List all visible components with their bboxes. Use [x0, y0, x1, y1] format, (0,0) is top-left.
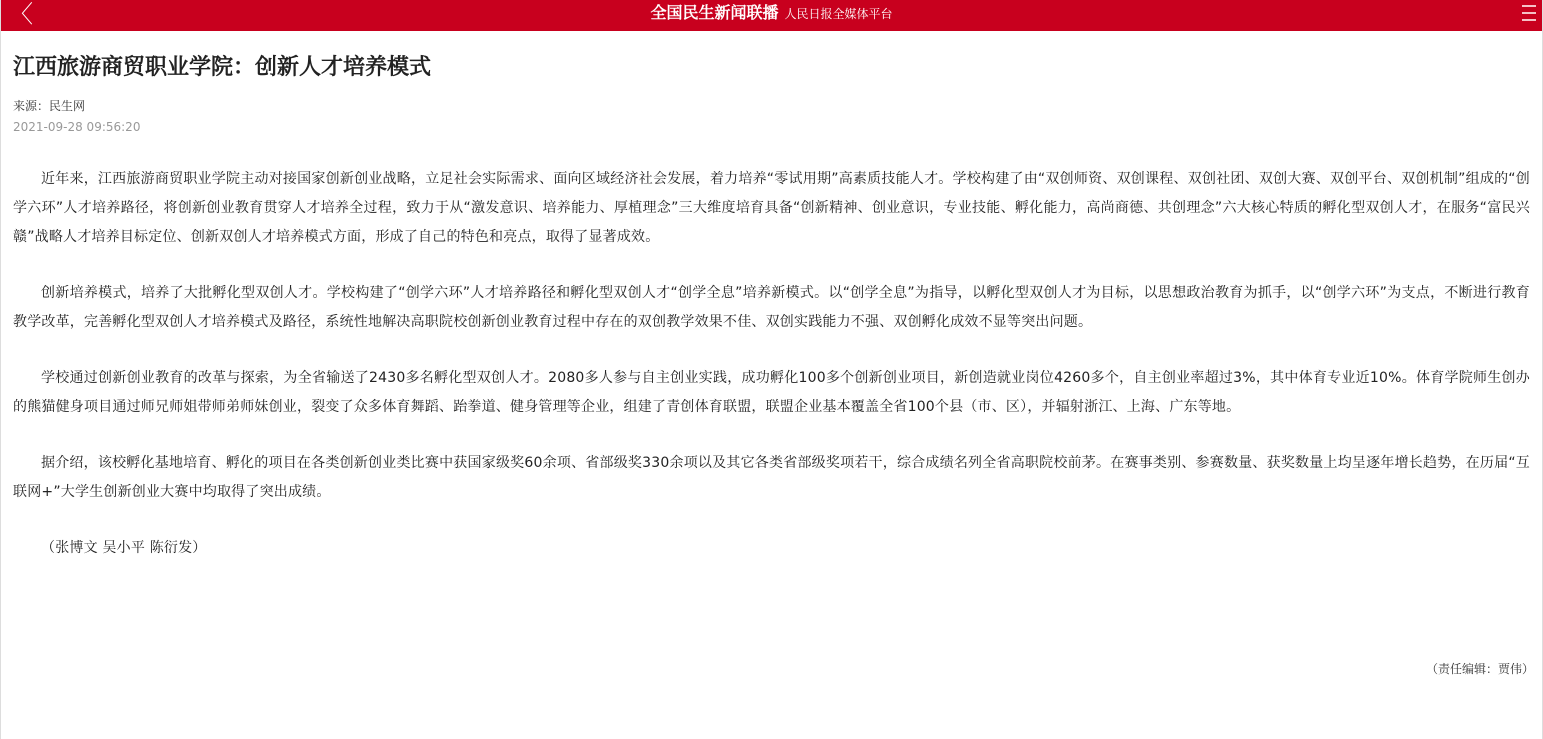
brand-subtitle: 人民日报全媒体平台 — [784, 7, 893, 21]
top-bar — [1, 0, 1542, 31]
paragraph: 近年来，江西旅游商贸职业学院主动对接国家创新创业战略，立足社会实际需求、面向区域经济社会发展，着力培养“零试用期”高素质技能人才。学校构建了由“双创师资、双创课程、双创社团、双创大赛、双创平台、双创机制”组成的“创学六环”人才培养路径，将创新创业教育贯穿人才培养全过程，致力于从“激发意识、培养能力、厚植理念”三大维度培育具备“创新精神、创业意识，专业技能、孵化能力，高尚商德、共创理念”六大核心特质的孵化型双创人才，在服务“富民兴赣”战略人才培养目标定位、创新双创人才培养模式方面，形成了自己的特色和亮点，取得了显著成效。 — [13, 171, 1530, 245]
article — [1, 53, 1542, 563]
paragraph: 据介绍，该校孵化基地培育、孵化的项目在各类创新创业类比赛中获国家级奖60余项、省部级奖330余项以及其它各类省部级奖项若干，综合成绩名列全省高职院校前茅。在赛事类别、参赛数量、获奖数量上均呈逐年增长趋势，在历届“互联网+”大学生创新创业大赛中均取得了突出成绩。 — [13, 455, 1530, 500]
back-chevron-icon[interactable]: 〈 — [9, 0, 33, 28]
brand-title: 全国民生新闻联播 — [650, 3, 779, 22]
article-body — [13, 165, 1530, 563]
author-line: （张博文 吴小平 陈衍发） — [41, 540, 207, 556]
hamburger-menu-icon[interactable] — [1522, 5, 1536, 26]
responsible-editor: （责任编辑：贾伟） — [1425, 662, 1534, 676]
article-date: 2021-09-28 09:56:20 — [13, 120, 141, 134]
paragraph: 学校通过创新创业教育的改革与探索，为全省输送了2430多名孵化型双创人才。2080多人参与自主创业实践，成功孵化100多个创新创业项目，新创造就业岗位4260多个，自主创业率超过3%，其中体育专业近10%。体育学院师生创办的熊猫健身项目通过师兄师姐带师弟师妹创业，裂变了众多体育舞蹈、跆拳道、健身管理等企业，组建了青创体育联盟，联盟企业基本覆盖全省100个县（市、区），并辐射浙江、上海、广东等地。 — [13, 370, 1530, 415]
paragraph: 创新培养模式，培养了大批孵化型双创人才。学校构建了“创学六环”人才培养路径和孵化型双创人才“创学全息”培养新模式。以“创学全息”为指导，以孵化型双创人才为目标，以思想政治教育为抓手，以“创学六环”为支点，不断进行教育教学改革，完善孵化型双创人才培养模式及路径，系统性地解决高职院校创新创业教育过程中存在的双创教学效果不佳、双创实践能力不强、双创孵化成效不显等突出问题。 — [13, 285, 1530, 330]
article-source: 来源：民生网 — [13, 99, 86, 113]
article-title: 江西旅游商贸职业学院：创新人才培养模式 — [13, 55, 432, 80]
